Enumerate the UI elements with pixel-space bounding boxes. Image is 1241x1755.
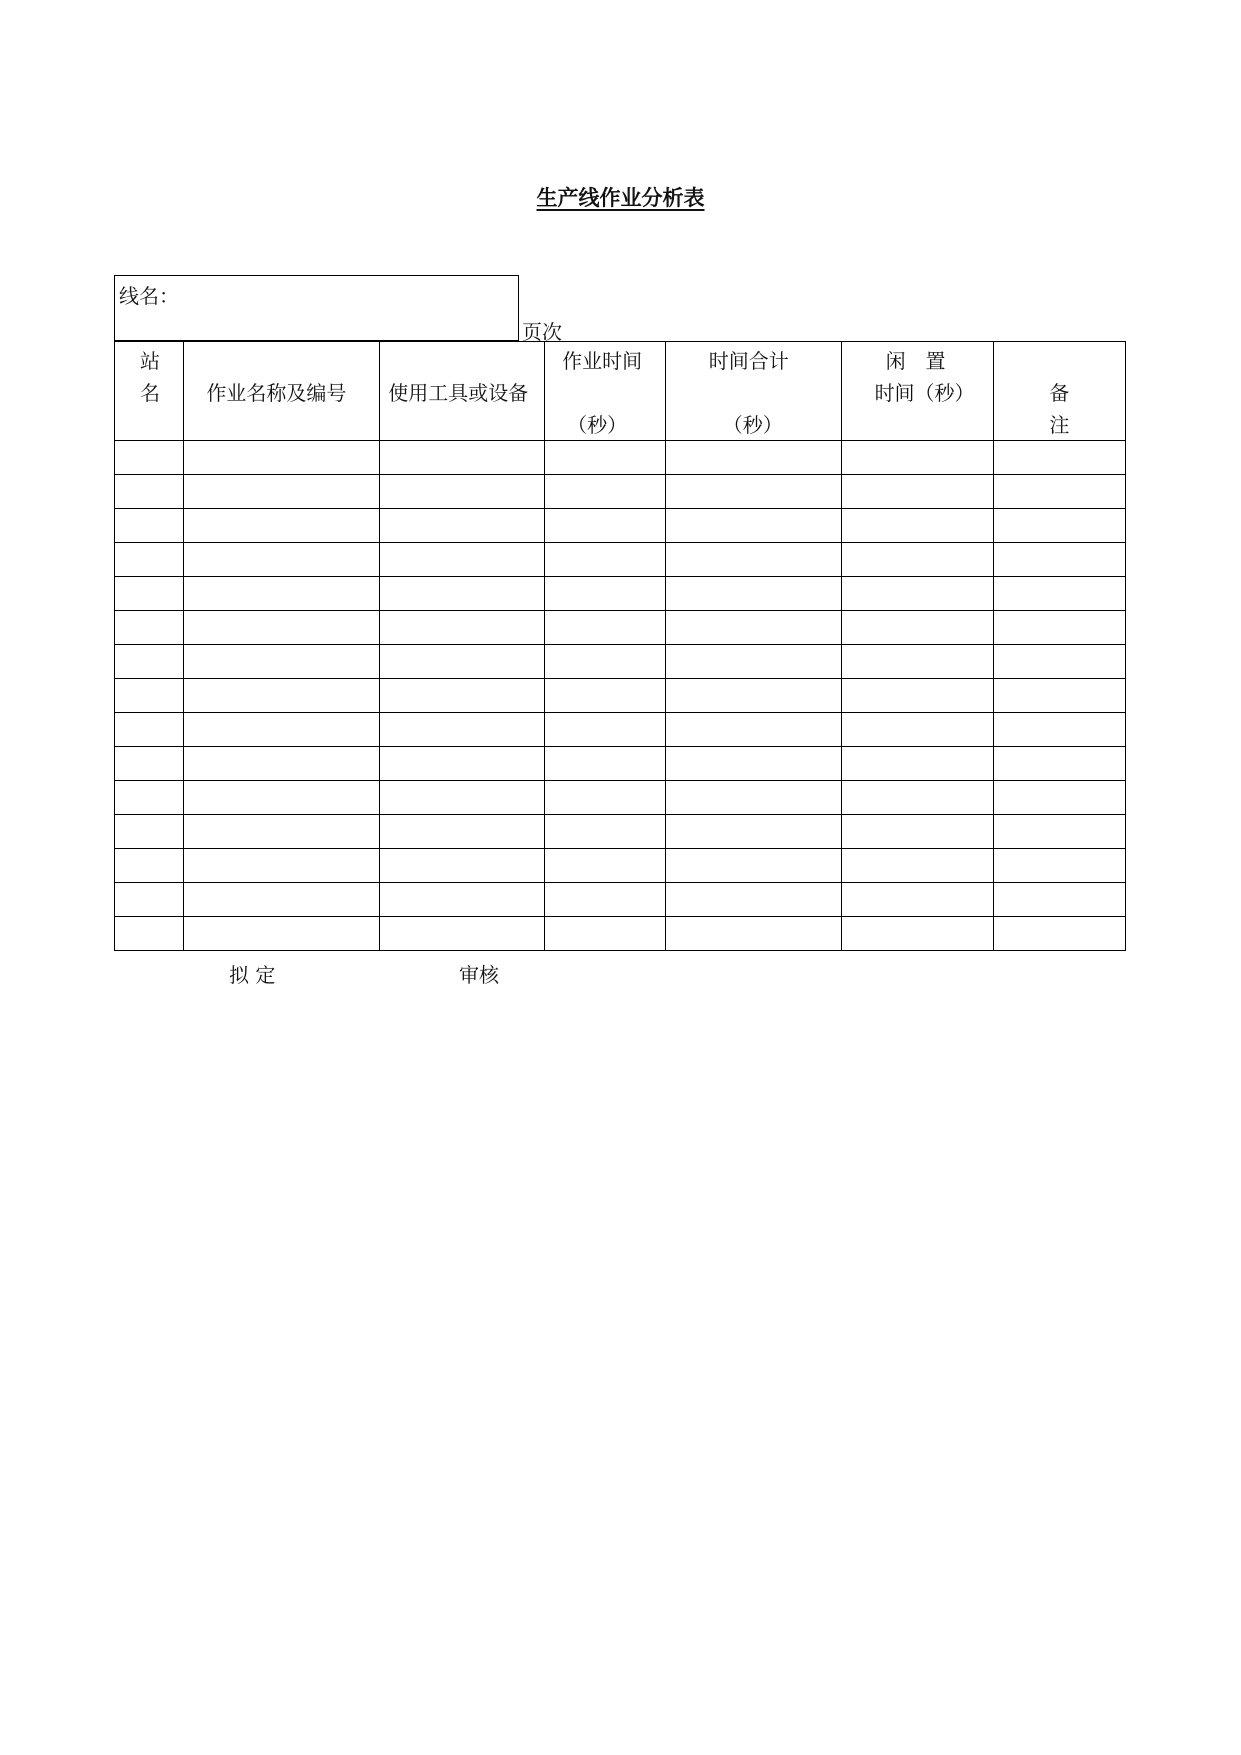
table-cell: [115, 611, 184, 645]
table-cell: [380, 475, 545, 509]
table-cell: [841, 883, 994, 917]
table-cell: [994, 883, 1126, 917]
table-cell: [184, 917, 380, 951]
line-name-label: 线名：: [119, 284, 179, 308]
table-cell: [841, 815, 994, 849]
table-cell: [545, 747, 666, 781]
table-cell: [184, 849, 380, 883]
table-cell: [545, 441, 666, 475]
table-cell: [841, 441, 994, 475]
table-cell: [545, 645, 666, 679]
table-cell: [545, 543, 666, 577]
table-cell: [115, 883, 184, 917]
table-cell: [994, 917, 1126, 951]
table-cell: [545, 917, 666, 951]
table-cell: [380, 611, 545, 645]
table-cell: [841, 475, 994, 509]
table-cell: [545, 849, 666, 883]
analysis-table: [114, 341, 1126, 951]
table-cell: [994, 781, 1126, 815]
table-cell: [665, 781, 841, 815]
table-cell: [115, 747, 184, 781]
table-cell: [115, 815, 184, 849]
table-cell: [841, 713, 994, 747]
table-cell: [665, 849, 841, 883]
table-cell: [184, 679, 380, 713]
table-cell: [380, 577, 545, 611]
header-task-name: 作业名称及编号: [184, 342, 380, 441]
document-title: 生产线作业分析表: [536, 185, 705, 210]
table-cell: [380, 509, 545, 543]
table-cell: [841, 543, 994, 577]
table-cell: [115, 645, 184, 679]
table-row: [115, 849, 1126, 883]
table-cell: [115, 577, 184, 611]
table-cell: [994, 543, 1126, 577]
table-cell: [545, 611, 666, 645]
line-name-box: [114, 275, 519, 341]
header-task-time: 作业时间 （秒）: [545, 342, 666, 441]
table-cell: [380, 441, 545, 475]
table-cell: [545, 509, 666, 543]
table-cell: [545, 815, 666, 849]
table-cell: [841, 577, 994, 611]
table-cell: [380, 781, 545, 815]
header-tools: 使用工具或设备: [380, 342, 545, 441]
table-cell: [380, 815, 545, 849]
table-row: [115, 543, 1126, 577]
table-cell: [665, 747, 841, 781]
table-cell: [380, 747, 545, 781]
table-cell: [184, 883, 380, 917]
table-cell: [184, 747, 380, 781]
table-cell: [184, 475, 380, 509]
table-cell: [841, 509, 994, 543]
table-cell: [665, 883, 841, 917]
table-row: [115, 475, 1126, 509]
table-cell: [994, 849, 1126, 883]
reviewed-by-label: 审核: [459, 963, 499, 987]
table-row: [115, 815, 1126, 849]
table-cell: [184, 577, 380, 611]
table-row: [115, 441, 1126, 475]
table-cell: [184, 781, 380, 815]
table-cell: [545, 713, 666, 747]
table-row: [115, 917, 1126, 951]
table-cell: [994, 611, 1126, 645]
table-cell: [994, 815, 1126, 849]
table-cell: [184, 543, 380, 577]
table-cell: [665, 611, 841, 645]
table-cell: [380, 713, 545, 747]
table-cell: [665, 713, 841, 747]
table-cell: [841, 645, 994, 679]
table-cell: [115, 781, 184, 815]
table-cell: [115, 543, 184, 577]
table-cell: [665, 679, 841, 713]
table-cell: [115, 917, 184, 951]
table-cell: [184, 815, 380, 849]
table-cell: [841, 917, 994, 951]
drafted-by-label: 拟 定: [229, 963, 276, 987]
table-cell: [184, 645, 380, 679]
table-cell: [380, 917, 545, 951]
table-row: [115, 509, 1126, 543]
table-cell: [380, 849, 545, 883]
table-cell: [994, 713, 1126, 747]
table-cell: [841, 747, 994, 781]
table-cell: [115, 849, 184, 883]
table-cell: [841, 849, 994, 883]
table-cell: [994, 509, 1126, 543]
table-cell: [994, 747, 1126, 781]
table-cell: [115, 713, 184, 747]
table-cell: [545, 577, 666, 611]
table-cell: [380, 645, 545, 679]
table-cell: [380, 679, 545, 713]
table-cell: [994, 441, 1126, 475]
table-cell: [994, 645, 1126, 679]
table-cell: [841, 679, 994, 713]
header-station: 站 名: [115, 342, 184, 441]
header-total-time: 时间合计 （秒）: [665, 342, 841, 441]
table-cell: [115, 475, 184, 509]
table-cell: [841, 781, 994, 815]
table-cell: [545, 475, 666, 509]
table-cell: [665, 577, 841, 611]
table-cell: [665, 441, 841, 475]
table-cell: [545, 679, 666, 713]
table-row: [115, 679, 1126, 713]
table-cell: [994, 475, 1126, 509]
table-cell: [665, 815, 841, 849]
table-row: [115, 713, 1126, 747]
table-row: [115, 747, 1126, 781]
table-row: [115, 611, 1126, 645]
table-cell: [115, 509, 184, 543]
table-cell: [115, 441, 184, 475]
table-cell: [184, 509, 380, 543]
table-cell: [665, 645, 841, 679]
table-cell: [184, 611, 380, 645]
table-cell: [184, 713, 380, 747]
table-header-row: [115, 342, 1126, 441]
table-row: [115, 883, 1126, 917]
table-cell: [665, 475, 841, 509]
header-idle-time: 闲 置 时间（秒）: [841, 342, 994, 441]
table-row: [115, 577, 1126, 611]
table-cell: [545, 883, 666, 917]
table-cell: [665, 917, 841, 951]
page-number-label: 页次: [522, 320, 562, 344]
table-cell: [994, 577, 1126, 611]
table-row: [115, 645, 1126, 679]
table-cell: [545, 781, 666, 815]
table-cell: [380, 543, 545, 577]
table-row: [115, 781, 1126, 815]
table-cell: [665, 509, 841, 543]
table-cell: [665, 543, 841, 577]
table-cell: [994, 679, 1126, 713]
header-remarks: 备 注: [994, 342, 1126, 441]
table-cell: [380, 883, 545, 917]
table-cell: [841, 611, 994, 645]
table-cell: [115, 679, 184, 713]
table-cell: [184, 441, 380, 475]
